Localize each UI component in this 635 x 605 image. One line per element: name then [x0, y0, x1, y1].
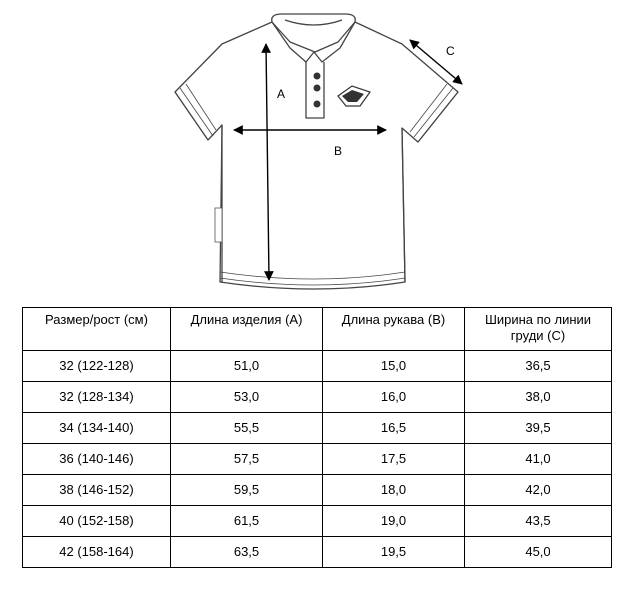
- cell-chest: 41,0: [465, 444, 612, 475]
- header-chest-width: Ширина по линии груди (С): [465, 308, 612, 351]
- table-row: [23, 475, 612, 506]
- table-row: [23, 382, 612, 413]
- polo-shirt-outline: [175, 14, 458, 289]
- table-row: [23, 506, 612, 537]
- cell-size: 32 (128-134): [23, 382, 171, 413]
- cell-sleeve: 16,0: [323, 382, 465, 413]
- polo-shirt-diagram: [0, 0, 635, 300]
- cell-chest: 43,5: [465, 506, 612, 537]
- cell-chest: 39,5: [465, 413, 612, 444]
- size-chart-table: [22, 307, 612, 568]
- cell-sleeve: 19,0: [323, 506, 465, 537]
- table-row: [23, 537, 612, 568]
- cell-sleeve: 19,5: [323, 537, 465, 568]
- cell-sleeve: 16,5: [323, 413, 465, 444]
- cell-length: 57,5: [171, 444, 323, 475]
- cell-chest: 42,0: [465, 475, 612, 506]
- length-label: A: [277, 87, 286, 101]
- cell-chest: 38,0: [465, 382, 612, 413]
- header-sleeve: Длина рукава (В): [323, 308, 465, 351]
- cell-length: 61,5: [171, 506, 323, 537]
- header-length: Длина изделия (А): [171, 308, 323, 351]
- sleeve-label: B: [334, 144, 343, 158]
- cell-length: 53,0: [171, 382, 323, 413]
- cell-length: 55,5: [171, 413, 323, 444]
- cell-size: 42 (158-164): [23, 537, 171, 568]
- table-row: [23, 351, 612, 382]
- cell-size: 38 (146-152): [23, 475, 171, 506]
- cell-chest: 45,0: [465, 537, 612, 568]
- cell-length: 63,5: [171, 537, 323, 568]
- table-header-row: [23, 308, 612, 351]
- cell-chest: 36,5: [465, 351, 612, 382]
- cell-length: 51,0: [171, 351, 323, 382]
- cell-size: 40 (152-158): [23, 506, 171, 537]
- chest-label: C: [446, 44, 455, 58]
- cell-size: 36 (140-146): [23, 444, 171, 475]
- cell-size: 34 (134-140): [23, 413, 171, 444]
- header-size-height: Размер/рост (см): [23, 308, 171, 351]
- cell-length: 59,5: [171, 475, 323, 506]
- cell-sleeve: 18,0: [323, 475, 465, 506]
- cell-sleeve: 17,5: [323, 444, 465, 475]
- side-label-tag: [215, 208, 222, 242]
- table-row: [23, 413, 612, 444]
- shirt-buttons: [314, 73, 321, 108]
- cell-sleeve: 15,0: [323, 351, 465, 382]
- table-row: [23, 444, 612, 475]
- cell-size: 32 (122-128): [23, 351, 171, 382]
